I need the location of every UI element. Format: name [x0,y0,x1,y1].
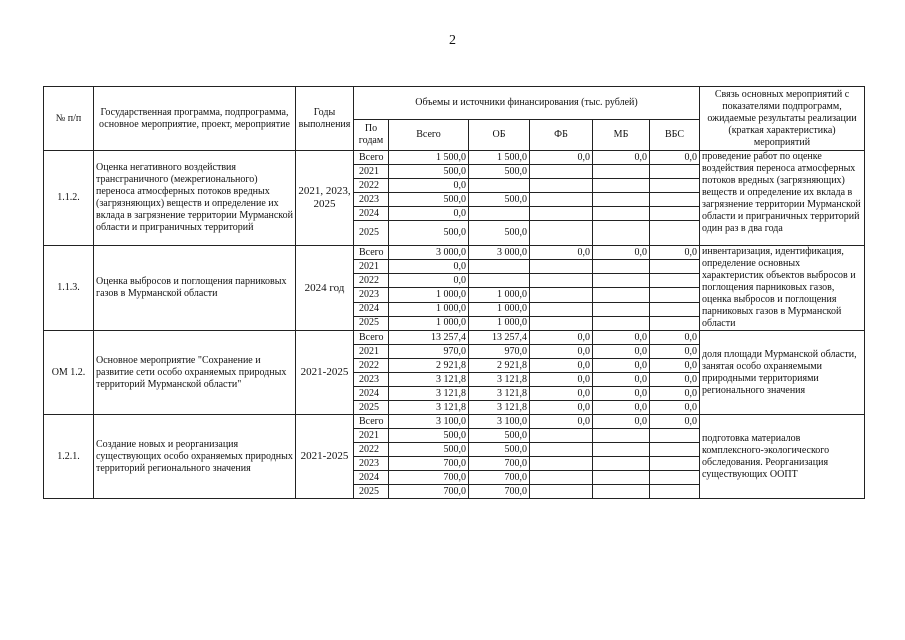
period-cell: 2025 [354,401,389,415]
fb-cell [530,429,593,443]
period-cell: 2021 [354,429,389,443]
ob-cell: 1 000,0 [469,316,530,330]
period-cell: Всего [354,246,389,260]
table-row [44,415,865,429]
fb-cell: 0,0 [530,151,593,165]
header-years: Годы выполнения [296,87,354,151]
fb-cell [530,316,593,330]
vbs-cell [650,274,700,288]
fb-cell [530,288,593,302]
header-link: Связь основных мероприятий с показателями подпрограмм, ожидаемые результаты реализации (краткая характеристика) мероприятий [700,87,865,151]
ob-cell: 1 000,0 [469,288,530,302]
period-cell: Всего [354,331,389,345]
ob-cell: 700,0 [469,457,530,471]
ob-cell: 500,0 [469,165,530,179]
vbs-cell [650,429,700,443]
mb-cell [593,207,650,221]
vbs-cell [650,316,700,330]
mb-cell [593,193,650,207]
period-cell: 2025 [354,485,389,499]
fb-cell [530,221,593,246]
mb-cell [593,302,650,316]
vbs-cell: 0,0 [650,331,700,345]
header-fb: ФБ [530,120,593,151]
period-cell: 2022 [354,274,389,288]
fb-cell: 0,0 [530,401,593,415]
mb-cell: 0,0 [593,151,650,165]
mb-cell: 0,0 [593,345,650,359]
total-cell: 700,0 [389,457,469,471]
fb-cell [530,179,593,193]
header-total: Всего [389,120,469,151]
mb-cell [593,485,650,499]
fb-cell: 0,0 [530,373,593,387]
funding-table [43,86,865,499]
period-cell: 2024 [354,387,389,401]
mb-cell [593,288,650,302]
ob-cell: 3 121,8 [469,373,530,387]
fb-cell: 0,0 [530,246,593,260]
ob-cell [469,260,530,274]
row-number: 1.2.1. [44,415,94,499]
header-vbs: ВБС [650,120,700,151]
mb-cell [593,457,650,471]
measure-name: Создание новых и реорганизация существующих особо охраняемых природных территорий регионального значения [94,415,296,499]
total-cell: 1 000,0 [389,288,469,302]
ob-cell: 500,0 [469,193,530,207]
vbs-cell: 0,0 [650,246,700,260]
total-cell: 970,0 [389,345,469,359]
total-cell: 1 500,0 [389,151,469,165]
mb-cell [593,274,650,288]
period-cell: 2024 [354,302,389,316]
vbs-cell [650,221,700,246]
mb-cell [593,443,650,457]
ob-cell [469,274,530,288]
total-cell: 3 100,0 [389,415,469,429]
row-number: 1.1.2. [44,151,94,246]
mb-cell [593,179,650,193]
ob-cell: 700,0 [469,485,530,499]
header-row-1 [44,87,865,120]
ob-cell: 500,0 [469,443,530,457]
ob-cell: 1 000,0 [469,302,530,316]
mb-cell: 0,0 [593,415,650,429]
ob-cell: 700,0 [469,471,530,485]
fb-cell: 0,0 [530,331,593,345]
vbs-cell: 0,0 [650,415,700,429]
vbs-cell [650,288,700,302]
period-cell: 2022 [354,179,389,193]
ob-cell: 1 500,0 [469,151,530,165]
total-cell: 0,0 [389,207,469,221]
total-cell: 1 000,0 [389,316,469,330]
vbs-cell [650,193,700,207]
fb-cell: 0,0 [530,345,593,359]
vbs-cell [650,485,700,499]
mb-cell: 0,0 [593,331,650,345]
vbs-cell: 0,0 [650,359,700,373]
total-cell: 500,0 [389,429,469,443]
period-cell: 2023 [354,288,389,302]
header-funding: Объемы и источники финансирования (тыс. рублей) [354,87,700,120]
period-cell: Всего [354,415,389,429]
vbs-cell [650,260,700,274]
ob-cell: 2 921,8 [469,359,530,373]
vbs-cell [650,165,700,179]
header-mb: МБ [593,120,650,151]
execution-years: 2021-2025 [296,331,354,415]
total-cell: 0,0 [389,260,469,274]
total-cell: 0,0 [389,179,469,193]
fb-cell [530,260,593,274]
indicator-description: подготовка материалов комплексного-экологического обследования. Реорганизация существующих ООПТ [700,415,865,499]
fb-cell [530,274,593,288]
mb-cell: 0,0 [593,246,650,260]
mb-cell: 0,0 [593,387,650,401]
row-number: ОМ 1.2. [44,331,94,415]
fb-cell: 0,0 [530,359,593,373]
vbs-cell: 0,0 [650,345,700,359]
period-cell: 2023 [354,373,389,387]
fb-cell [530,443,593,457]
vbs-cell: 0,0 [650,387,700,401]
total-cell: 500,0 [389,165,469,179]
vbs-cell [650,179,700,193]
total-cell: 700,0 [389,471,469,485]
total-cell: 3 000,0 [389,246,469,260]
fb-cell [530,165,593,179]
execution-years: 2024 год [296,246,354,331]
total-cell: 3 121,8 [389,373,469,387]
header-by-years: По годам [354,120,389,151]
mb-cell [593,221,650,246]
ob-cell: 3 121,8 [469,387,530,401]
period-cell: 2025 [354,316,389,330]
ob-cell: 500,0 [469,429,530,443]
total-cell: 3 121,8 [389,401,469,415]
measure-name: Оценка негативного воздействия трансграничного (межрегионального) переноса атмосферных потоков вредных (загрязняющих) веществ и определение их вклада в загрязнение территории Мурманской области и приграничных территорий [94,151,296,246]
measure-name: Основное мероприятие "Сохранение и развитие сети особо охраняемых природных территорий Мурманской области" [94,331,296,415]
row-number: 1.1.3. [44,246,94,331]
table-row [44,151,865,165]
ob-cell: 13 257,4 [469,331,530,345]
table-row [44,246,865,260]
vbs-cell [650,457,700,471]
total-cell: 3 121,8 [389,387,469,401]
period-cell: 2021 [354,260,389,274]
execution-years: 2021-2025 [296,415,354,499]
vbs-cell: 0,0 [650,401,700,415]
fb-cell [530,457,593,471]
period-cell: Всего [354,151,389,165]
period-cell: 2022 [354,443,389,457]
mb-cell [593,260,650,274]
mb-cell [593,429,650,443]
ob-cell: 3 000,0 [469,246,530,260]
vbs-cell: 0,0 [650,373,700,387]
fb-cell [530,207,593,221]
total-cell: 500,0 [389,193,469,207]
fb-cell [530,302,593,316]
period-cell: 2021 [354,345,389,359]
mb-cell: 0,0 [593,359,650,373]
period-cell: 2024 [354,207,389,221]
table-body [44,151,865,499]
indicator-description: доля площади Мурманской области, занятая особо охраняемыми природными территориями регионального значения [700,331,865,415]
mb-cell [593,471,650,485]
period-cell: 2023 [354,193,389,207]
mb-cell: 0,0 [593,401,650,415]
total-cell: 2 921,8 [389,359,469,373]
table-row [44,331,865,345]
ob-cell [469,207,530,221]
total-cell: 500,0 [389,221,469,246]
execution-years: 2021, 2023, 2025 [296,151,354,246]
indicator-description: инвентаризация, идентификация, определение основных характеристик объектов выбросов и поглощения парниковых газов, оценка выбросов и поглощения парниковых газов в Мурманской области [700,246,865,331]
fb-cell: 0,0 [530,387,593,401]
fb-cell [530,193,593,207]
ob-cell: 3 100,0 [469,415,530,429]
total-cell: 13 257,4 [389,331,469,345]
fb-cell [530,485,593,499]
ob-cell: 970,0 [469,345,530,359]
ob-cell: 500,0 [469,221,530,246]
period-cell: 2023 [354,457,389,471]
fb-cell: 0,0 [530,415,593,429]
vbs-cell [650,302,700,316]
period-cell: 2022 [354,359,389,373]
header-ob: ОБ [469,120,530,151]
period-cell: 2025 [354,221,389,246]
mb-cell [593,165,650,179]
mb-cell [593,316,650,330]
vbs-cell: 0,0 [650,151,700,165]
total-cell: 500,0 [389,443,469,457]
period-cell: 2024 [354,471,389,485]
measure-name: Оценка выбросов и поглощения парниковых газов в Мурманской области [94,246,296,331]
header-name: Государственная программа, подпрограмма, основное мероприятие, проект, мероприятие [94,87,296,151]
vbs-cell [650,207,700,221]
vbs-cell [650,443,700,457]
header-num: № п/п [44,87,94,151]
indicator-description: проведение работ по оценке воздействия переноса атмосферных потоков вредных (загрязняющих) веществ и определение их вклада в загрязнение территории Мурманской области и приграничных территорий один раз в два года [700,151,865,246]
period-cell: 2021 [354,165,389,179]
ob-cell: 3 121,8 [469,401,530,415]
total-cell: 700,0 [389,485,469,499]
fb-cell [530,471,593,485]
total-cell: 0,0 [389,274,469,288]
total-cell: 1 000,0 [389,302,469,316]
page-number: 2 [449,33,456,48]
ob-cell [469,179,530,193]
mb-cell: 0,0 [593,373,650,387]
vbs-cell [650,471,700,485]
